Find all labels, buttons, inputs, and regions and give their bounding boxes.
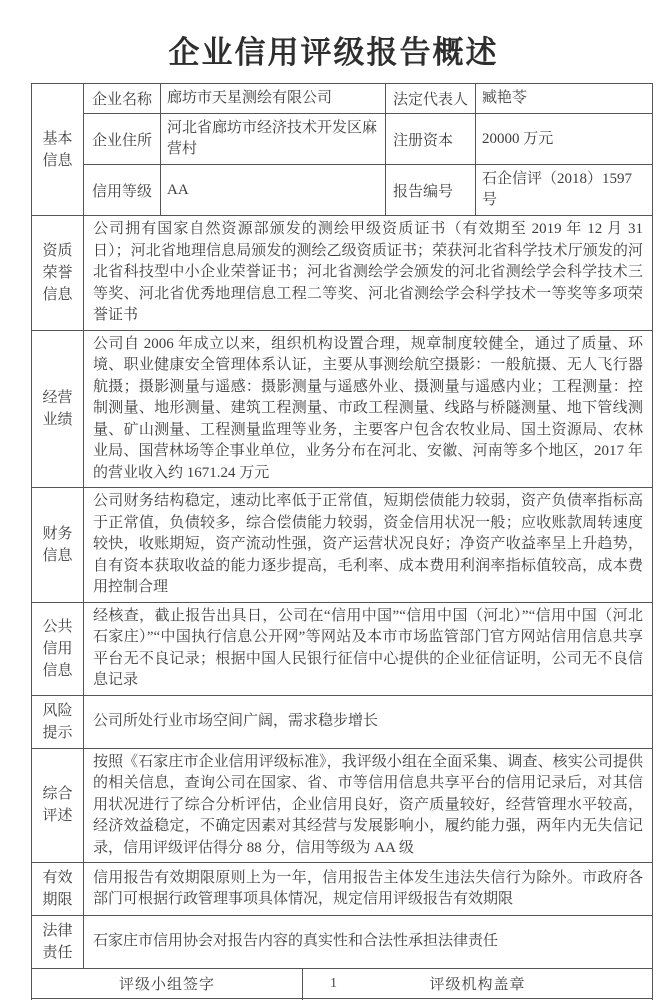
section-text: 信用报告有效期限原则上为一年，信用报告主体发生违法失信行为除外。市政府各部门可根据行政管理事项具体情况，规定信用评级报告有效期限 [84, 863, 653, 916]
table-row [32, 216, 653, 331]
signoff-right-header: 评级机构盖章 [303, 969, 653, 999]
section-text: 经核查，截止报告出具日，公司在“信用中国”“信用中国（河北）”“信用中国（河北石家庄）”“中国执行信息公开网”等网站及本市市场监管部门官方网站信用信息共享平台无不良记录；根据中国人民银行征信中心提供的企业征信证明，公司无不良信息记录 [84, 602, 653, 695]
table-row [32, 695, 653, 748]
page-title: 企业信用评级报告概述 [168, 35, 499, 70]
section-label: 公共信用信息 [32, 602, 84, 695]
section-text: 公司所处行业市场空间广阔，需求稳步增长 [84, 695, 653, 748]
table-row [32, 114, 653, 165]
section-label-basic: 基本信息 [32, 84, 84, 216]
field-value: 河北省廊坊市经济技术开发区麻营村 [161, 114, 386, 165]
field-label: 注册资本 [386, 114, 476, 165]
field-label: 企业住所 [84, 114, 161, 165]
field-label: 信用等级 [84, 165, 161, 216]
section-label: 财务信息 [32, 488, 84, 603]
section-label: 有效期限 [32, 863, 84, 916]
field-label: 法定代表人 [386, 84, 476, 114]
table-row [32, 602, 653, 695]
section-label: 风险提示 [32, 695, 84, 748]
table-row [32, 330, 653, 488]
table-row [32, 165, 653, 216]
table-row [32, 488, 653, 603]
section-text: 公司自 2006 年成立以来，组织机构设置合理，规章制度较健全，通过了质量、环境、职业健康安全管理体系认证，主要从事测绘航空摄影：一般航摄、无人飞行器航摄；摄影测量与遥感：摄影测量与遥感外业、摄测量与遥感内业；工程测量：控制测量、地形测量、建筑工程测量、市政工程测量、线路与桥隧测量、地下管线测量、矿山测量、工程测量监理等业务，主要客户包含农牧业局、国土资源局、农林业局、国营林场等企事业单位，业务分布在河北、安徽、河南等多个地区，2017 年的营业收入约 1671.24 万元 [84, 330, 653, 488]
section-label: 资质荣誉信息 [32, 216, 84, 331]
signoff-left-header: 评级小组签字 [32, 969, 303, 999]
section-text: 按照《石家庄市企业信用评级标准》，我评级小组在全面采集、调查、核实公司提供的相关信息，查询公司在国家、省、市等信用信息共享平台的信用记录后，对其信用状况进行了综合分析评估，企业信用良好，资产质量较好，经营管理水平较高，经济效益稳定，不确定因素对其经营与发展影响小，履约能力强，两年内无失信记录，信用评级评估得分 88 分，信用等级为 AA 级 [84, 748, 653, 863]
section-label: 法律责任 [32, 916, 84, 969]
field-label: 企业名称 [84, 84, 161, 114]
table-row [32, 863, 653, 916]
field-value: 廊坊市天星测绘有限公司 [161, 84, 386, 114]
field-label: 报告编号 [386, 165, 476, 216]
field-value: AA [161, 165, 386, 216]
section-text: 公司拥有国家自然资源部颁发的测绘甲级资质证书（有效期至 2019 年 12 月 31 日）；河北省地理信息局颁发的测绘乙级资质证书；荣获河北省科学技术厅颁发的河北省科技型中小企业荣誉证书；河北省测绘学会颁发的河北省测绘学会科学技术三等奖、河北省优秀地理信息工程二等奖、河北省测绘学会科学技术一等奖等多项荣誉证书 [84, 216, 653, 331]
table-row [32, 916, 653, 969]
section-label: 综合评述 [32, 748, 84, 863]
page-number: 1 [330, 976, 337, 991]
report-table [31, 83, 653, 969]
field-value: 臧艳苓 [476, 84, 653, 114]
table-row [32, 84, 653, 114]
section-text: 公司财务结构稳定，速动比率低于正常值，短期偿债能力较弱，资产负债率指标高于正常值，负债较多，综合偿债能力较弱，资金信用状况一般；应收账款周转速度较快，收账期短，资产流动性强，资产运营状况良好；净资产收益率呈上升趋势，自有资本获取收益的能力逐步提高，毛利率、成本费用利润率指标值较高，成本费用控制合理 [84, 488, 653, 603]
section-label: 经营业绩 [32, 330, 84, 488]
field-value: 20000 万元 [476, 114, 653, 165]
section-text: 石家庄市信用协会对报告内容的真实性和合法性承担法律责任 [84, 916, 653, 969]
field-value: 石企信评（2018）1597 号 [476, 165, 653, 216]
table-row [32, 748, 653, 863]
